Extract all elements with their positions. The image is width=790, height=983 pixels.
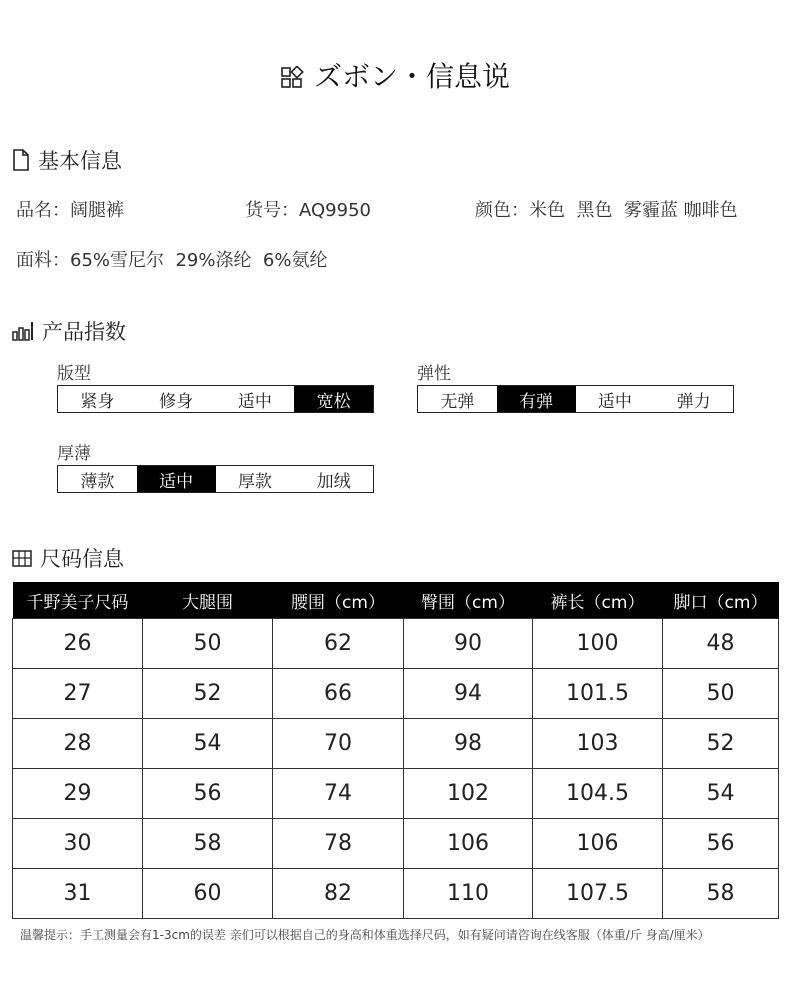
thickness-label: 厚薄 <box>57 444 91 464</box>
product-index-heading: 产品指数 <box>12 316 126 346</box>
table-cell: 90 <box>404 619 533 669</box>
table-cell: 104.5 <box>533 769 663 819</box>
size-info-heading: 尺码信息 <box>12 543 124 573</box>
table-cell: 70 <box>273 719 404 769</box>
table-cell: 106 <box>533 819 663 869</box>
table-cell: 50 <box>663 669 779 719</box>
fit-option: 紧身 <box>80 391 115 412</box>
elastic-option-selected: 有弹 <box>497 386 576 412</box>
bar-chart-icon <box>12 321 34 341</box>
table-row <box>13 719 779 769</box>
table-cell: 54 <box>663 769 779 819</box>
table-row <box>13 669 779 719</box>
table-cell: 66 <box>273 669 404 719</box>
fit-label: 版型 <box>57 364 91 384</box>
table-row <box>13 769 779 819</box>
table-cell: 94 <box>404 669 533 719</box>
elastic-label: 弹性 <box>417 364 451 384</box>
elastic-option: 弹力 <box>676 391 711 412</box>
table-row <box>13 619 779 669</box>
color-list: 颜色：米色 黑色 雾霾蓝 咖啡色 <box>475 200 738 221</box>
basic-info-heading: 基本信息 <box>12 145 122 175</box>
table-cell: 50 <box>143 619 273 669</box>
thickness-scale <box>57 465 374 493</box>
fit-option: 修身 <box>159 391 194 412</box>
table-cell: 26 <box>13 619 143 669</box>
table-cell: 78 <box>273 819 404 869</box>
table-cell: 56 <box>143 769 273 819</box>
page-title <box>0 55 790 95</box>
table-row <box>13 819 779 869</box>
table-cell: 110 <box>404 869 533 919</box>
item-number: 货号：AQ9950 <box>245 200 371 221</box>
ruler-table-icon <box>12 548 32 568</box>
table-cell: 30 <box>13 819 143 869</box>
table-cell: 98 <box>404 719 533 769</box>
size-table <box>12 582 779 919</box>
fabric-info: 面料：65%雪尼尔 29%涤纶 6%氨纶 <box>16 250 328 271</box>
table-cell: 52 <box>143 669 273 719</box>
table-cell: 27 <box>13 669 143 719</box>
header-waist: 腰围（cm） <box>273 582 404 619</box>
table-cell: 103 <box>533 719 663 769</box>
header-hip: 臀围（cm） <box>404 582 533 619</box>
table-cell: 107.5 <box>533 869 663 919</box>
table-cell: 101.5 <box>533 669 663 719</box>
header-thigh: 大腿围 <box>143 582 273 619</box>
table-cell: 74 <box>273 769 404 819</box>
table-cell: 62 <box>273 619 404 669</box>
table-cell: 100 <box>533 619 663 669</box>
elastic-scale <box>417 385 734 413</box>
table-cell: 52 <box>663 719 779 769</box>
header-size: 千野美子尺码 <box>13 582 143 619</box>
fit-option: 适中 <box>237 391 272 412</box>
fit-option-selected: 宽松 <box>294 386 373 412</box>
elastic-option: 无弹 <box>440 391 475 412</box>
size-table-header <box>13 582 779 619</box>
table-row <box>13 869 779 919</box>
document-icon <box>12 149 30 171</box>
table-cell: 56 <box>663 819 779 869</box>
header-length: 裤长（cm） <box>533 582 663 619</box>
fit-scale <box>57 385 374 413</box>
thickness-option: 加绒 <box>316 471 351 492</box>
measurement-note: 温馨提示：手工测量会有1-3cm的误差 亲们可以根据自己的身高和体重选择尺码，如有疑问请咨询在线客服（体重/斤 身高/厘米） <box>20 928 710 942</box>
table-cell: 58 <box>143 819 273 869</box>
thickness-option: 厚款 <box>237 471 272 492</box>
table-cell: 58 <box>663 869 779 919</box>
table-cell: 31 <box>13 869 143 919</box>
table-cell: 48 <box>663 619 779 669</box>
table-cell: 82 <box>273 869 404 919</box>
table-cell: 106 <box>404 819 533 869</box>
grid-icon <box>280 66 304 90</box>
table-cell: 29 <box>13 769 143 819</box>
title-text: ズボン・信息说 <box>313 60 510 93</box>
thickness-option-selected: 适中 <box>137 466 216 492</box>
thickness-option: 薄款 <box>80 471 115 492</box>
table-cell: 60 <box>143 869 273 919</box>
table-cell: 54 <box>143 719 273 769</box>
product-name: 品名：阔腿裤 <box>16 200 124 221</box>
elastic-option: 适中 <box>597 391 632 412</box>
table-cell: 102 <box>404 769 533 819</box>
table-cell: 28 <box>13 719 143 769</box>
header-hem: 脚口（cm） <box>663 582 779 619</box>
